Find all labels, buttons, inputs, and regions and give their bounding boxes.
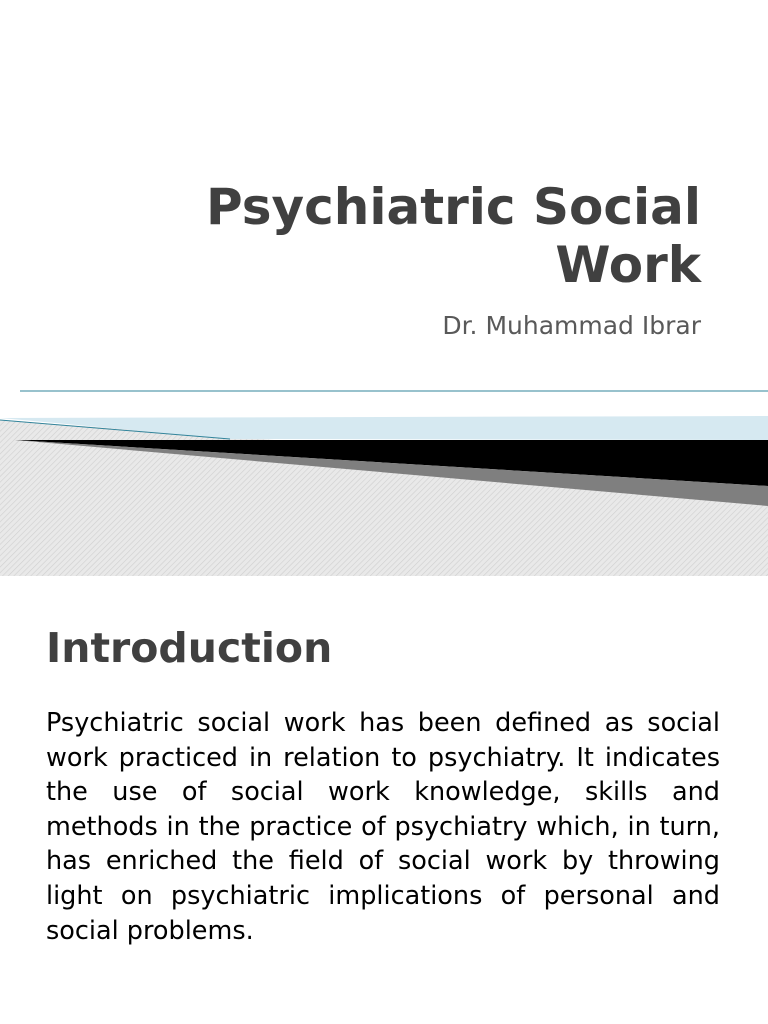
body-paragraph: Psychiatric social work has been defined as social work practiced in relation to psychiatry. It indicates the use of social work knowledge, skills and methods in the practice of psychiatry which, in turn, has enriched the field of social work by throwing light on psychiatric implications of personal and social problems. [46, 708, 720, 946]
introduction-slide [0, 590, 768, 1024]
section-heading: Introduction [46, 624, 333, 672]
slide-subtitle: Dr. Muhammad Ibrar [442, 311, 701, 340]
decorative-banner [0, 380, 768, 576]
slide-title: Psychiatric Social Work [206, 178, 701, 294]
